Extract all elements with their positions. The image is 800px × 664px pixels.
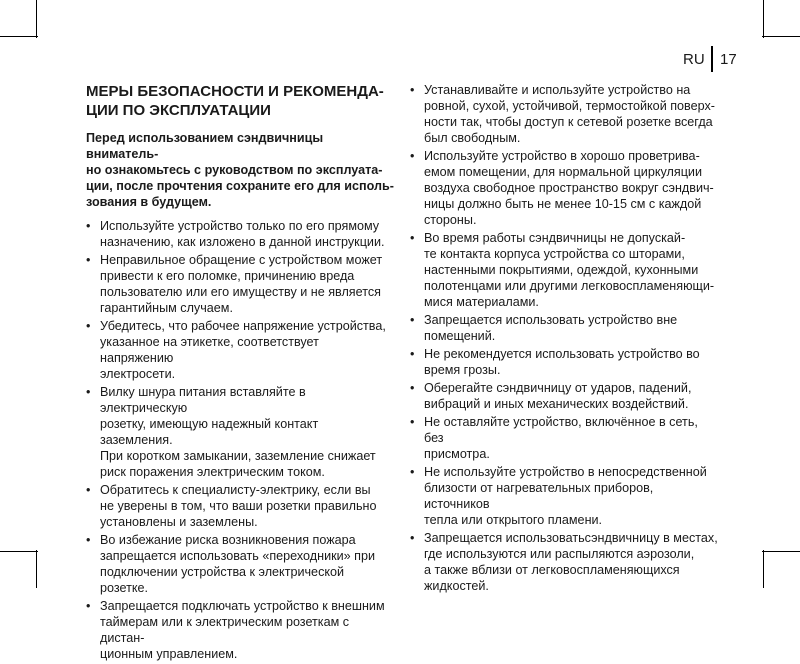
crop-mark-bottom-right-v [763,550,764,588]
crop-mark-top-right-v [763,0,764,38]
left-column [86,82,394,664]
crop-mark-bottom-left-v [36,550,37,588]
language-code: RU [683,51,705,68]
list-item: • Обратитесь к специалисту-электрику, если вы не уверены в том, что ваши розетки правильно установлены и заземлены. [86,482,394,530]
list-item: • Не рекомендуется использовать устройство во время грозы. [410,346,720,378]
list-item: • Убедитесь, что рабочее напряжение устройства, указанное на этикетке, соответствует напряжению электросети. [86,318,394,382]
safety-list-right [410,82,720,594]
list-item: • Неправильное обращение с устройством может привести к его поломке, причинению вреда пользователю или его имуществу и не является гарантийным случаем. [86,252,394,316]
section-heading: МЕРЫ БЕЗОПАСНОСТИ И РЕКОМЕНДА- ЦИИ ПО ЭКСПЛУАТАЦИИ [86,83,384,119]
list-item: • Во время работы сэндвичницы не допускай- те контакта корпуса устройства со шторами, настенными покрытиями, одеждой, кухонными полотенцами или другими легковоспламеняющи- мися материалами. [410,230,720,310]
list-item: • Используйте устройство в хорошо проветрива- емом помещении, для нормальной циркуляции воздуха свободное пространство вокруг сэндвич- ницы должно быть не менее 10-15 см с каждой стороны. [410,148,720,228]
right-column [410,82,720,596]
list-item: • Используйте устройство только по его прямому назначению, как изложено в данной инструкции. [86,218,394,250]
crop-mark-top-left-v [36,0,37,38]
list-item: • Оберегайте сэндвичницу от ударов, падений, вибраций и иных механических воздействий. [410,380,720,412]
list-item: • Устанавливайте и используйте устройство на ровной, сухой, устойчивой, термостойкой поверх- ности так, чтобы доступ к сетевой розетке всегда был свободным. [410,82,720,146]
crop-mark-bottom-left-h [0,551,38,552]
list-item: • Вилку шнура питания вставляйте в электрическую розетку, имеющую надежный контакт заземления. При коротком замыкании, заземление снижает риск поражения электрическим током. [86,384,394,480]
intro-paragraph: Перед использованием сэндвичницы вниматель- но ознакомьтесь с руководством по эксплуата- ции, после прочтения сохраните его для исполь- зования в будущем. [86,131,394,209]
crop-mark-bottom-right-h [762,551,800,552]
crop-mark-top-left-h [0,36,38,37]
list-item: • Во избежание риска возникновения пожара запрещается использовать «переходники» при подключении устройства к электрической розетке. [86,532,394,596]
list-item: • Запрещается подключать устройство к внешним таймерам или к электрическим розеткам с дистан- ционным управлением. [86,598,394,662]
page-number: 17 [720,51,737,68]
header-divider [711,46,713,72]
list-item: • Не используйте устройство в непосредственной близости от нагревательных приборов, источников тепла или открытого пламени. [410,464,720,528]
safety-list-left [86,218,394,662]
list-item: • Запрещается использоватьсэндвичницу в местах, где используются или распыляются аэрозоли, а также вблизи от легковоспламеняющихся жидкостей. [410,530,720,594]
list-item: • Не оставляйте устройство, включённое в сеть, без присмотра. [410,414,720,462]
list-item: • Запрещается использовать устройство вне помещений. [410,312,720,344]
crop-mark-top-right-h [762,36,800,37]
